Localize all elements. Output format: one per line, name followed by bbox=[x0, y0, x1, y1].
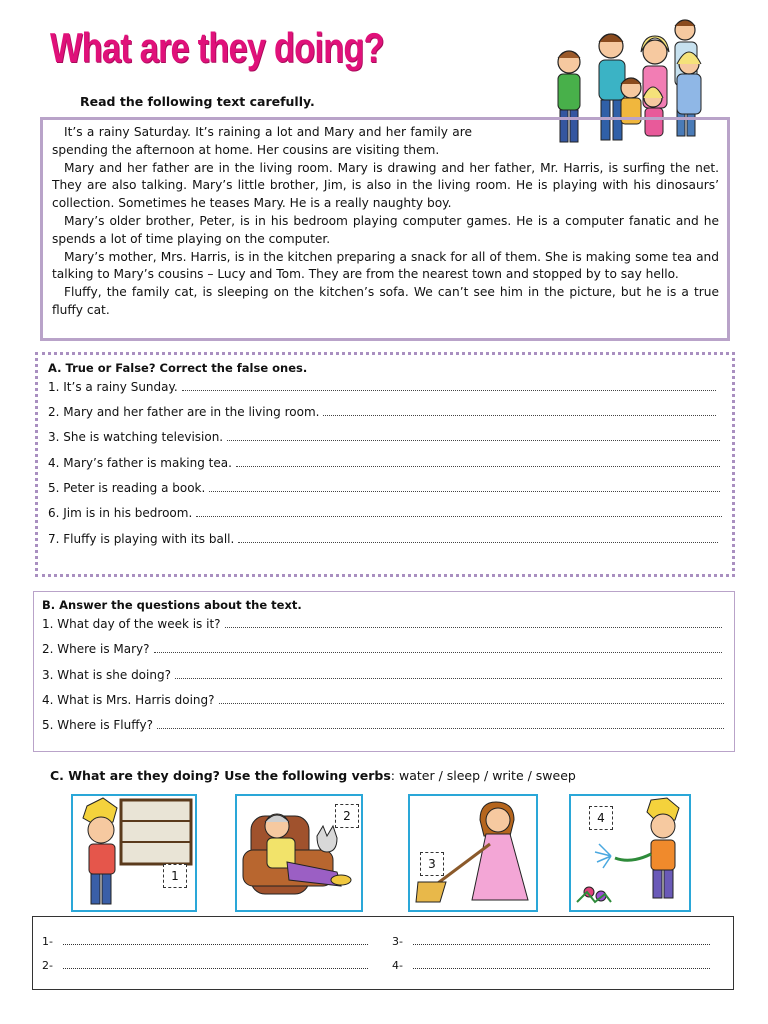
question-item: 4. What is Mrs. Harris doing? bbox=[42, 693, 724, 707]
picture-frame-1 bbox=[71, 794, 197, 912]
true-false-item: 5. Peter is reading a book. bbox=[48, 481, 720, 495]
answer-row-3: 3- bbox=[392, 935, 710, 948]
question-item: 2. Where is Mary? bbox=[42, 642, 722, 656]
section-a-heading: A. True or False? Correct the false ones. bbox=[48, 361, 308, 375]
true-false-item: 7. Fluffy is playing with its ball. bbox=[48, 532, 718, 546]
picture-frame-3 bbox=[408, 794, 538, 912]
question-item: 5. Where is Fluffy? bbox=[42, 718, 724, 732]
answer-line[interactable] bbox=[154, 642, 723, 653]
reading-text bbox=[52, 124, 719, 320]
true-false-item: 6. Jim is in his bedroom. bbox=[48, 506, 722, 520]
answer-line[interactable] bbox=[209, 481, 720, 492]
answer-line[interactable] bbox=[236, 456, 720, 467]
answer-row-1: 1- bbox=[42, 935, 368, 948]
verb-list: : water / sleep / write / sweep bbox=[390, 768, 576, 783]
true-false-item: 1. It’s a rainy Sunday. bbox=[48, 380, 716, 394]
section-c-heading: C. What are they doing? Use the following verbs: water / sleep / write / sweep bbox=[50, 768, 576, 783]
answer-row-4: 4- bbox=[392, 959, 710, 972]
true-false-item: 3. She is watching television. bbox=[48, 430, 720, 444]
answer-line[interactable] bbox=[238, 532, 718, 543]
reading-paragraph: Fluffy, the family cat, is sleeping on the kitchen’s sofa. We can’t see him in the picture, but he is a true fluffy cat. bbox=[52, 285, 719, 317]
answer-row-2: 2- bbox=[42, 959, 368, 972]
answer-box bbox=[32, 916, 734, 990]
answer-line[interactable] bbox=[323, 405, 716, 416]
answer-line[interactable] bbox=[227, 430, 720, 441]
picture-number-4: 4 bbox=[589, 806, 613, 830]
picture-number-1: 1 bbox=[163, 864, 187, 888]
true-false-item: 2. Mary and her father are in the living room. bbox=[48, 405, 716, 419]
answer-line[interactable] bbox=[413, 935, 710, 945]
answer-line[interactable] bbox=[157, 718, 724, 729]
reading-paragraph: Mary’s older brother, Peter, is in his bedroom playing computer games. He is a computer fanatic and he spends a lot of time playing on the computer. bbox=[52, 213, 719, 246]
picture-number-3: 3 bbox=[420, 852, 444, 876]
reading-instruction: Read the following text carefully. bbox=[80, 94, 315, 109]
picture-frame-4 bbox=[569, 794, 691, 912]
true-false-item: 4. Mary’s father is making tea. bbox=[48, 456, 720, 470]
reading-paragraph: Mary and her father are in the living room. Mary is drawing and her father, Mr. Harris, is surfing the net. They are also talking. Mary’s little brother, Jim, is also in the living room. He is playing with his dinosaurs’ collection. Sometimes he teases Mary. He is a really naughty boy. bbox=[52, 160, 719, 211]
picture-frame-2 bbox=[235, 794, 363, 912]
answer-line[interactable] bbox=[225, 617, 722, 628]
picture-number-2: 2 bbox=[335, 804, 359, 828]
answer-line[interactable] bbox=[175, 668, 722, 679]
reading-paragraph: Mary’s mother, Mrs. Harris, is in the kitchen preparing a snack for all of them. She is making some tea and talking to Mary’s cousins – Lucy and Tom. They are from the nearest town and stopped by to say hello. bbox=[52, 249, 719, 282]
answer-line[interactable] bbox=[196, 506, 722, 517]
answer-line[interactable] bbox=[63, 959, 368, 969]
question-item: 1. What day of the week is it? bbox=[42, 617, 722, 631]
answer-line[interactable] bbox=[219, 693, 725, 704]
worksheet-title: What are they doing? bbox=[50, 24, 384, 71]
question-item: 3. What is she doing? bbox=[42, 668, 722, 682]
answer-line[interactable] bbox=[413, 959, 710, 969]
answer-line[interactable] bbox=[182, 380, 716, 391]
reading-paragraph: It’s a rainy Saturday. It’s raining a lot and Mary and her family are spending the afternoon at home. Her cousins are visiting them. bbox=[52, 125, 472, 157]
section-b-heading: B. Answer the questions about the text. bbox=[42, 598, 302, 612]
answer-line[interactable] bbox=[63, 935, 368, 945]
